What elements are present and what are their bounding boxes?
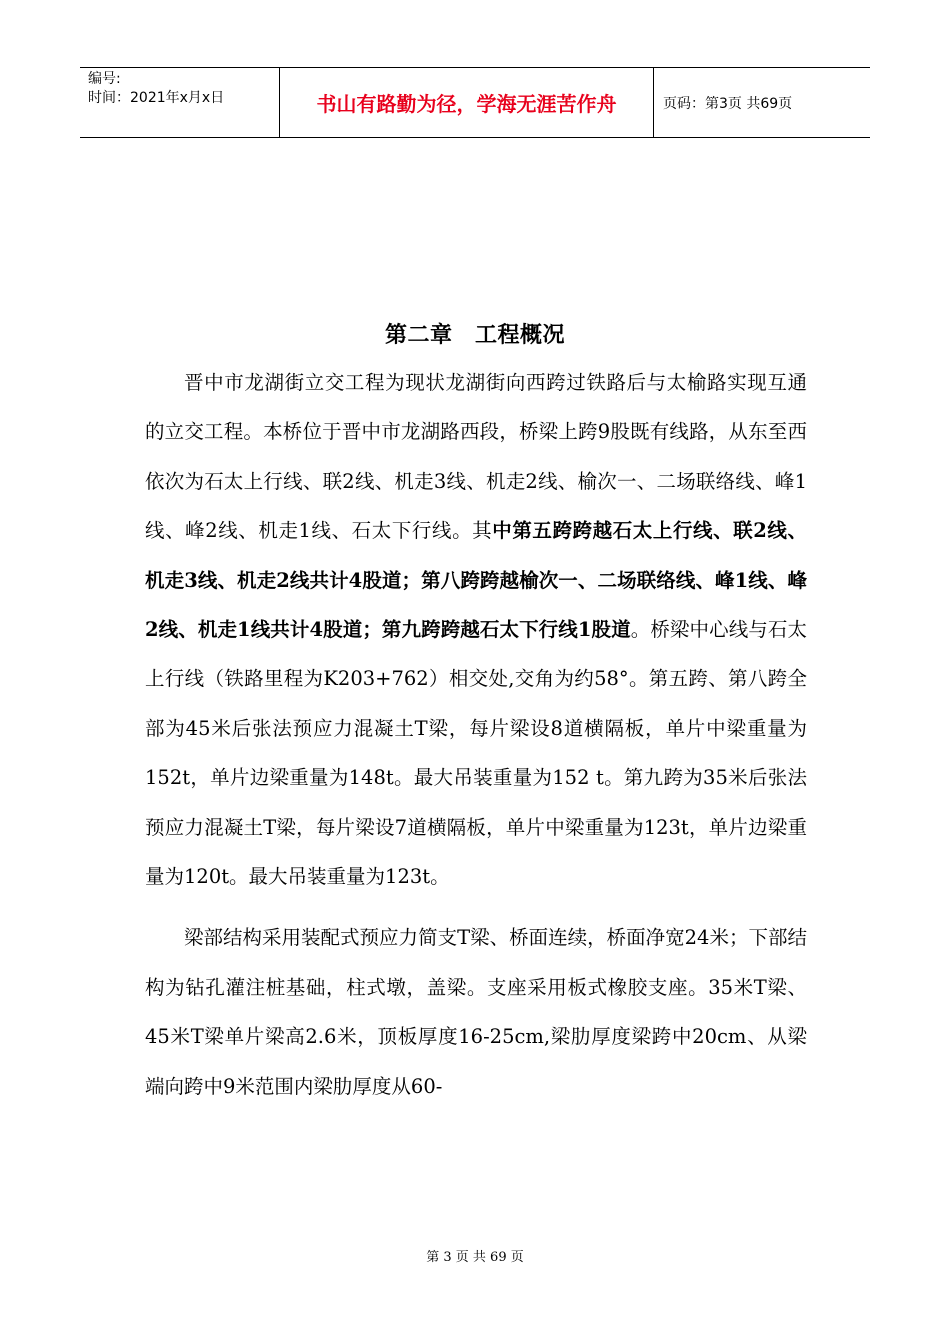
chapter-title: 第二章 工程概况	[384, 323, 565, 348]
paragraph-1	[145, 358, 807, 901]
page-header	[80, 67, 870, 138]
header-motto: 书山有路勤为径，学海无涯苦作舟	[280, 68, 654, 137]
header-page-info: 页码：第3页 共69页	[663, 95, 793, 112]
paragraph-1-text-b: 。桥梁中心线与石太上行线（铁路里程为K203+762）相交处,交角为约58°。第五跨、第八跨全部为45米后张法预应力混凝土T梁，每片梁设8道横隔板，单片中梁重量为152t，单片边梁重量为148t。最大吊装重量为152 t。第九跨为35米后张法预应力混凝土T梁，每片梁设7道横隔板，单片中梁重量为123t，单片边梁重量为120t。最大吊装重量为123t。	[145, 618, 807, 889]
paragraph-1-bold: 中第五跨跨越石太上行线、联2线、机走3线、机走2线共计4股道；第八跨跨越榆次一、二场联络线、峰1线、峰2线、机走1线共计4股道；第九跨跨越石太下行线1股道	[145, 519, 807, 642]
paragraph-1-text-a: 晋中市龙湖街立交工程为现状龙湖街向西跨过铁路后与太榆路实现互通的立交工程。本桥位于晋中市龙湖路西段，桥梁上跨9股既有线路，从东至西依次为石太上行线、联2线、机走3线、机走2线、榆次一、二场联络线、峰1线、峰2线、机走1线、石太下行线。其	[145, 371, 807, 543]
page-footer: 第 3 页 共 69 页	[426, 1250, 524, 1265]
paragraph-2: 梁部结构采用装配式预应力简支T梁、桥面连续，桥面净宽24米；下部结构为钻孔灌注桩基础，柱式墩，盖梁。支座采用板式橡胶支座。35米T梁、45米T梁单片梁高2.6米，顶板厚度16-25cm,梁肋厚度梁跨中20cm、从梁端向跨中9米范围内梁肋厚度从60-	[145, 926, 807, 1098]
document-body	[145, 358, 807, 1111]
header-meta	[80, 68, 280, 137]
code-label: 编号:	[88, 71, 121, 87]
date-label: 时间：2021年x月x日	[88, 90, 225, 106]
